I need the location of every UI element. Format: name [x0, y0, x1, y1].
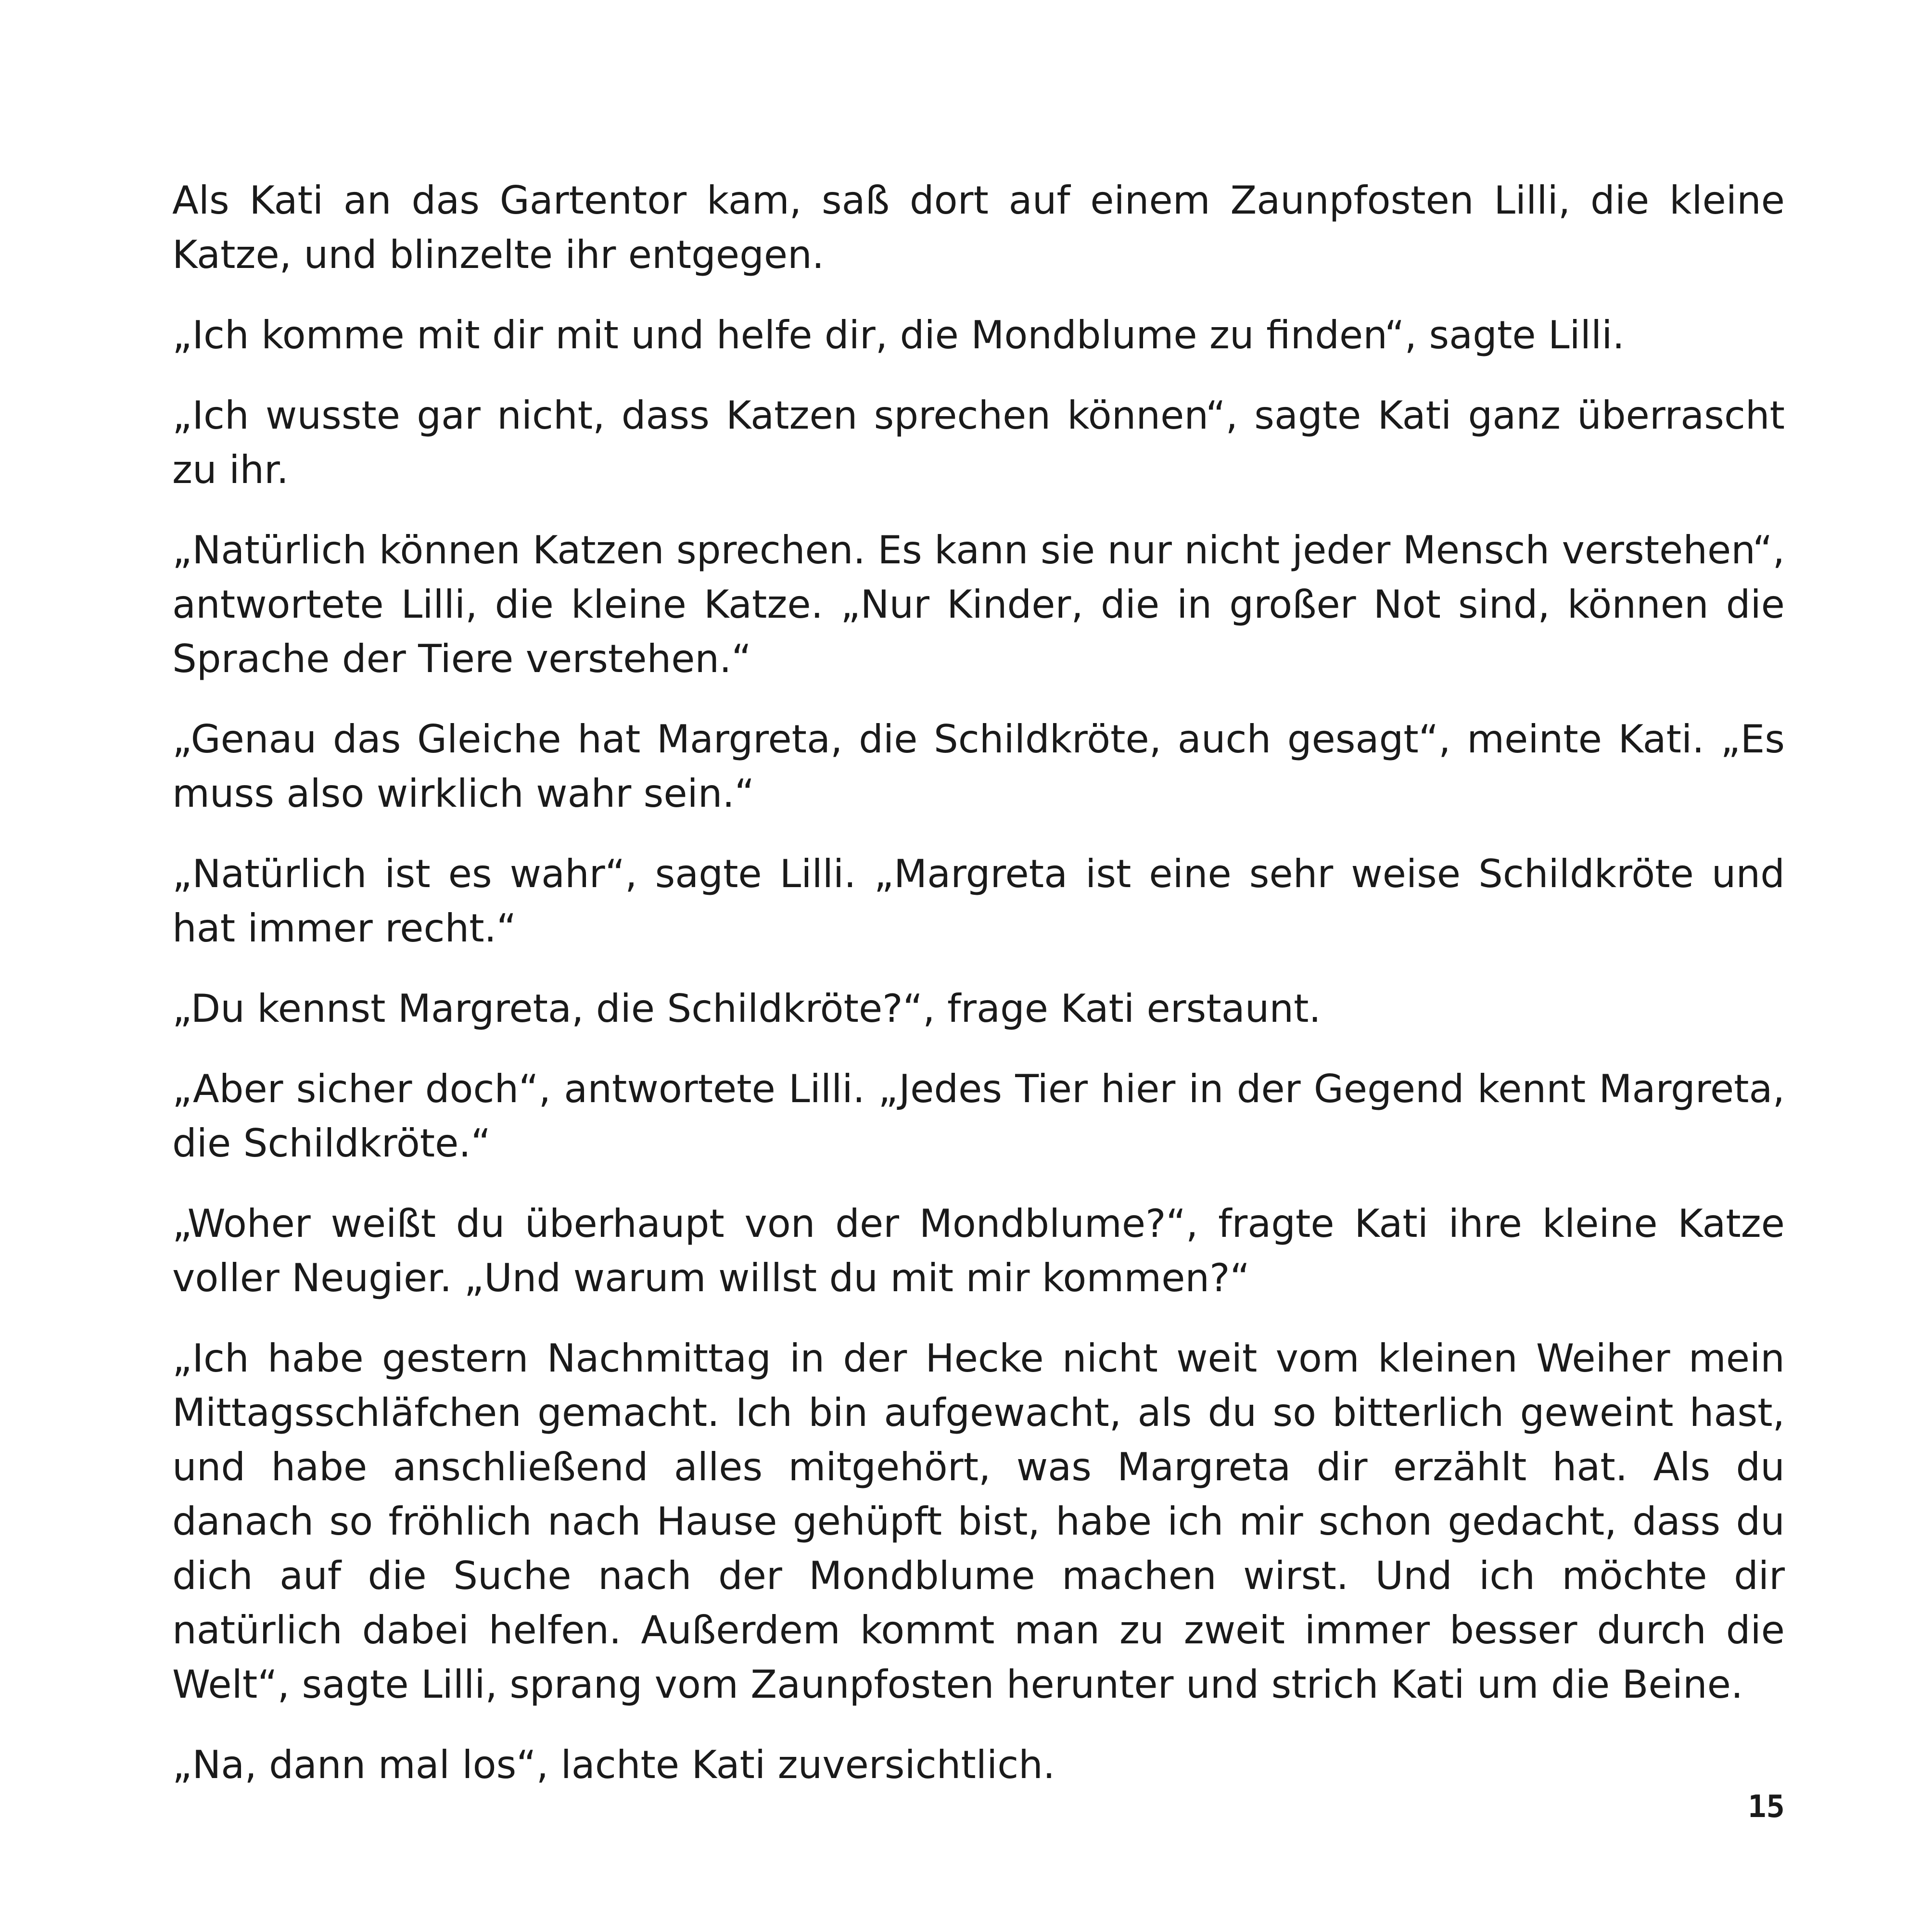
- paragraph-10: „Ich habe gestern Nachmittag in der Hecke nicht weit vom kleinen Weiher mein Mittagsschläfchen gemacht. Ich bin aufgewacht, als du so bitterlich geweint hast, und habe anschließend alles mitgehört, was Margreta dir erzählt hat. Als du danach so fröhlich nach Hause gehüpft bist, habe ich mir schon gedacht, dass du dich auf die Suche nach der Mondblume machen wirst. Und ich möchte dir natürlich dabei helfen. Außerdem kommt man zu zweit immer besser durch die Welt“, sagte Lilli, sprang vom Zaunpfosten herunter und strich Kati um die Beine.: [172, 1336, 1785, 1707]
- paragraph-8: „Aber sicher doch“, antwortete Lilli. „Jedes Tier hier in der Gegend kennt Margreta, die Schildkröte.“: [172, 1067, 1785, 1166]
- paragraph-6: „Natürlich ist es wahr“, sagte Lilli. „Margreta ist eine sehr weise Schildkröte und hat immer recht.“: [172, 852, 1785, 951]
- paragraph-11: „Na, dann mal los“, lachte Kati zuversichtlich.: [172, 1742, 1055, 1787]
- page-number: 15: [1747, 1789, 1785, 1825]
- paragraph-5: „Genau das Gleiche hat Margreta, die Schildkröte, auch gesagt“, meinte Kati. „Es muss also wirklich wahr sein.“: [172, 717, 1785, 816]
- paragraph-7: „Du kennst Margreta, die Schildkröte?“, frage Kati erstaunt.: [172, 986, 1321, 1031]
- story-text: [172, 173, 1785, 1792]
- paragraph-1: Als Kati an das Gartentor kam, saß dort auf einem Zaunpfosten Lilli, die kleine Katze, und blinzelte ihr entgegen.: [172, 178, 1785, 277]
- paragraph-2: „Ich komme mit dir mit und helfe dir, die Mondblume zu finden“, sagte Lilli.: [172, 313, 1625, 357]
- paragraph-9: „Woher weißt du überhaupt von der Mondblume?“, fragte Kati ihre kleine Katze voller Neugier. „Und warum willst du mit mir kommen?“: [172, 1201, 1785, 1300]
- paragraph-3: „Ich wusste gar nicht, dass Katzen sprechen können“, sagte Kati ganz überrascht zu ihr.: [172, 393, 1785, 492]
- paragraph-4: „Natürlich können Katzen sprechen. Es kann sie nur nicht jeder Mensch verstehen“, antwortete Lilli, die kleine Katze. „Nur Kinder, die in großer Not sind, können die Sprache der Tiere verstehen.“: [172, 528, 1785, 681]
